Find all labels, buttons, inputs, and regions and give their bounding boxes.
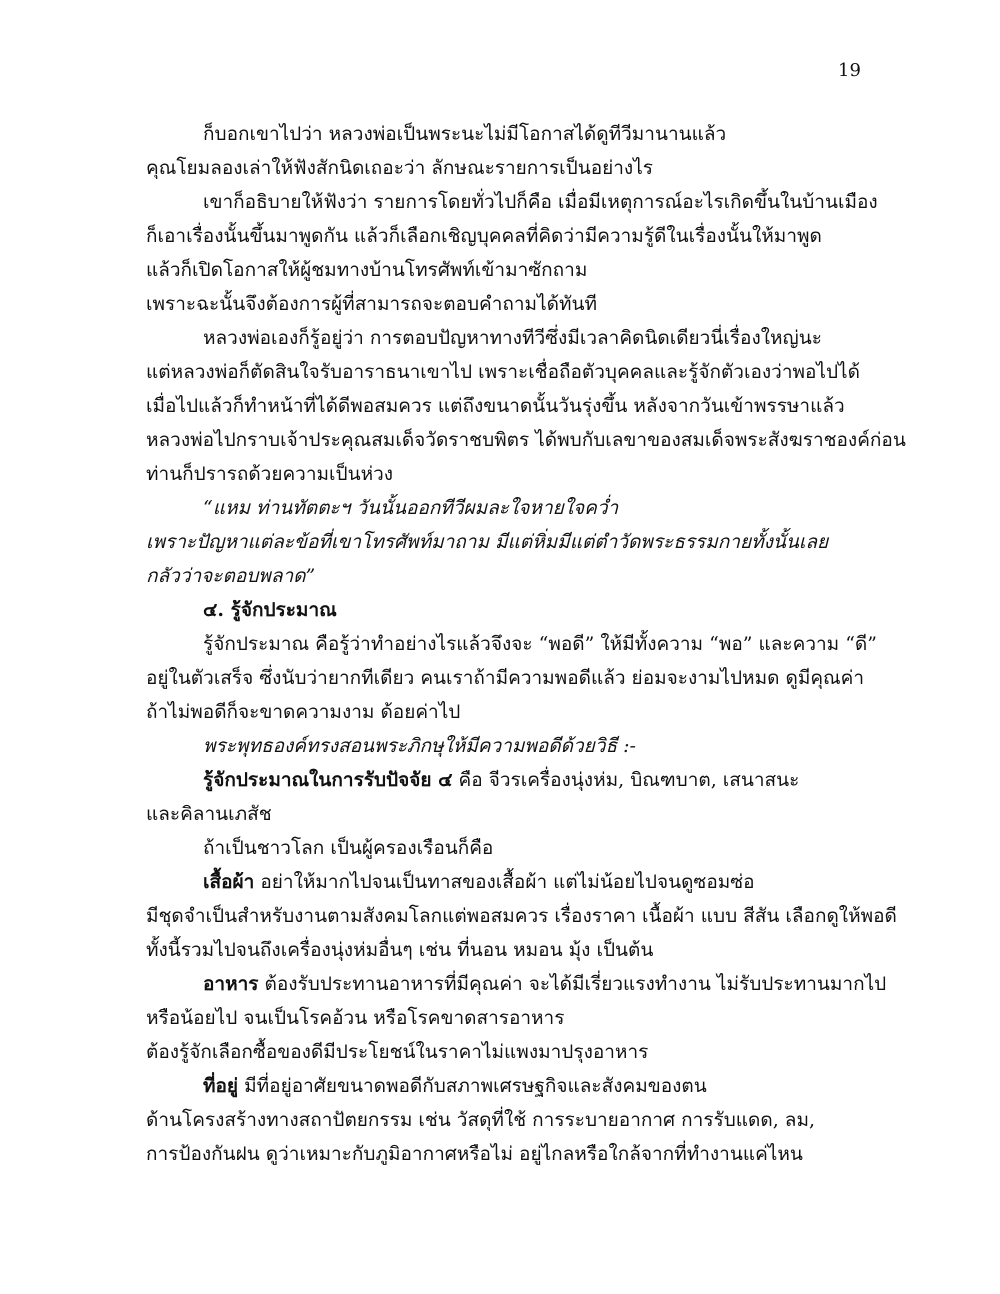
page-number: 19 (838, 60, 861, 81)
bold-term: อาหาร (203, 973, 259, 995)
paragraph-line: แต่หลวงพ่อก็ตัดสินใจรับอาราธนาเขาไป เพราะเชื่อถือตัวบุคคลและรู้จักตัวเองว่าพอไปได้ (146, 361, 860, 383)
paragraph-line: ถ้าเป็นชาวโลก เป็นผู้ครองเรือนก็คือ (203, 837, 494, 859)
quote-line: กลัวว่าจะตอบพลาด” (146, 565, 316, 587)
bold-term: ที่อยู่ (203, 1075, 239, 1097)
paragraph-line: หลวงพ่อไปกราบเจ้าประคุณสมเด็จวัดราชบพิตร ได้พบกับเลขาของสมเด็จพระสังฆราชองค์ก่อน (146, 429, 906, 451)
paragraph-line: ทั้งนี้รวมไปจนถึงเครื่องนุ่งห่มอื่นๆ เช่น ที่นอน หมอน มุ้ง เป็นต้น (146, 939, 654, 961)
paragraph-line: เมื่อไปแล้วก็ทำหน้าที่ได้ดีพอสมควร แต่ถึงขนาดนั้นวันรุ่งขึ้น หลังจากวันเข้าพรรษาแล้ว (146, 395, 845, 417)
paragraph-line: ถ้าไม่พอดีก็จะขาดความงาม ด้อยค่าไป (146, 701, 461, 723)
paragraph-line: ต้องรู้จักเลือกซื้อของดีมีประโยชน์ในราคาไม่แพงมาปรุงอาหาร (146, 1041, 649, 1063)
paragraph-line (203, 1069, 923, 1103)
bold-term: เสื้อผ้า (203, 871, 255, 893)
paragraph-line: ท่านก็ปรารถด้วยความเป็นห่วง (146, 463, 394, 485)
bold-term: รู้จักประมาณในการรับปัจจัย ๔ (203, 769, 453, 791)
line-text: มีที่อยู่อาศัยขนาดพอดีกับสภาพเศรษฐกิจและสังคมของตน (238, 1075, 707, 1097)
italic-line: พระพุทธองค์ทรงสอนพระภิกษุให้มีความพอดีด้วยวิธี :- (203, 735, 636, 757)
paragraph-line: แล้วก็เปิดโอกาสให้ผู้ชมทางบ้านโทรศัพท์เข้ามาซักถาม (146, 259, 588, 281)
paragraph-line (203, 967, 923, 1001)
line-text: อย่าให้มากไปจนเป็นทาสของเสื้อผ้า แต่ไม่น้อยไปจนดูซอมซ่อ (254, 871, 755, 893)
paragraph-line: และคิลานเภสัช (146, 803, 272, 825)
quote-line: เพราะปัญหาแต่ละข้อที่เขาโทรศัพท์มาถาม มีแต่หิ่มมีแต่ตำวัดพระธรรมกายทั้งนั้นเลย (146, 531, 829, 553)
paragraph-line: ด้านโครงสร้างทางสถาปัตยกรรม เช่น วัสดุที่ใช้ การระบายอากาศ การรับแดด, ลม, (146, 1109, 816, 1131)
paragraph-line: มีชุดจำเป็นสำหรับงานตามสังคมโลกแต่พอสมควร เรื่องราคา เนื้อผ้า แบบ สีสัน เลือกดูให้พอดี (146, 905, 897, 927)
line-text: ต้องรับประทานอาหารที่มีคุณค่า จะได้มีเรี่ยวแรงทำงาน ไม่รับประทานมากไป (258, 973, 887, 995)
paragraph-line: หลวงพ่อเองก็รู้อยู่ว่า การตอบปัญหาทางทีวีซึ่งมีเวลาคิดนิดเดียวนี่เรื่องใหญ่นะ (203, 327, 822, 349)
paragraph-line: อยู่ในตัวเสร็จ ซึ่งนับว่ายากทีเดียว คนเราถ้ามีความพอดีแล้ว ย่อมจะงามไปหมด ดูมีคุณค่า (146, 667, 865, 689)
paragraph-line: คุณโยมลองเล่าให้ฟังสักนิดเถอะว่า ลักษณะรายการเป็นอย่างไร (146, 157, 653, 179)
paragraph-line: เพราะฉะนั้นจึงต้องการผู้ที่สามารถจะตอบคำถามได้ทันที (146, 293, 598, 315)
line-text: คือ จีวรเครื่องนุ่งห่ม, บิณฑบาต, เสนาสนะ (452, 769, 800, 791)
paragraph-line: การป้องกันฝน ดูว่าเหมาะกับภูมิอากาศหรือไม่ อยู่ไกลหรือใกล้จากที่ทำงานแค่ไหน (146, 1143, 803, 1165)
paragraph-line: รู้จักประมาณ คือรู้ว่าทำอย่างไรแล้วจึงจะ “พอดี” ให้มีทั้งความ “พอ” และความ “ดี” (203, 633, 877, 655)
paragraph-line: ก็บอกเขาไปว่า หลวงพ่อเป็นพระนะไม่มีโอกาสได้ดูทีวีมานานแล้ว (203, 123, 727, 145)
paragraph-line (203, 865, 923, 899)
paragraph-line: เขาก็อธิบายให้ฟังว่า รายการโดยทั่วไปก็คือ เมื่อมีเหตุการณ์อะไรเกิดขึ้นในบ้านเมือง (203, 191, 878, 213)
quote-line: “แหม ท่านทัตตะฯ วันนั้นออกทีวีผมละใจหายใจคว่ำ (203, 497, 619, 519)
paragraph-line: ก็เอาเรื่องนั้นขึ้นมาพูดกัน แล้วก็เลือกเชิญบุคคลที่คิดว่ามีความรู้ดีในเรื่องนั้นให้มาพูด (146, 225, 822, 247)
section-heading: ๔. รู้จักประมาณ (203, 599, 337, 621)
paragraph-line (203, 763, 923, 797)
paragraph-line: หรือน้อยไป จนเป็นโรคอ้วน หรือโรคขาดสารอาหาร (146, 1007, 565, 1029)
